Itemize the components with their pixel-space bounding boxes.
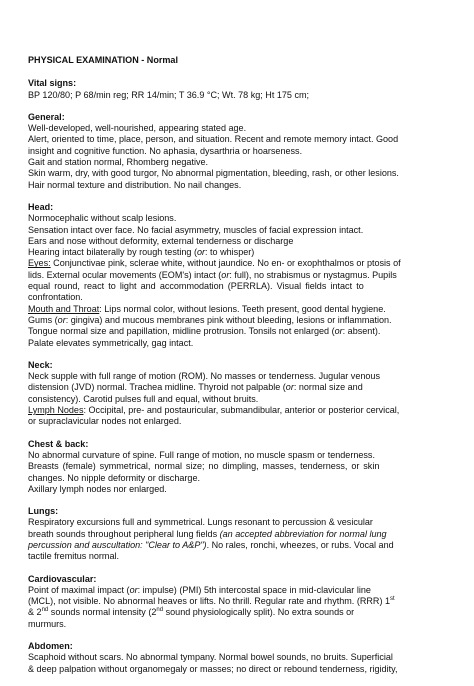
- heading-neck: Neck:: [28, 359, 53, 370]
- lungs-line: Respiratory excursions full and symmetrical. Lungs resonant to percussion & vesicular: [28, 517, 373, 528]
- italic-or: or: [285, 382, 294, 393]
- heading-general: General:: [28, 111, 65, 122]
- heading-chest-back: Chest & back:: [28, 438, 89, 449]
- section-neck: [28, 360, 446, 428]
- italic-or: or: [196, 247, 206, 258]
- superscript: st: [390, 596, 395, 603]
- text-run: : absent).: [342, 326, 381, 337]
- vital-signs-text: BP 120/80; P 68/min reg; RR 14/min; T 36.9 °C; Wt. 78 kg; Ht 175 cm;: [28, 89, 310, 100]
- text-run: : full), no strabismus or nystagmus. Pupils: [229, 269, 397, 280]
- lungs-line: [28, 540, 446, 551]
- text-run: distension (JVD) normal. Trachea midline. Thyroid not palpable (: [28, 382, 286, 393]
- general-line: Hair normal texture and distribution. No nail changes.: [28, 179, 242, 190]
- general-line: insight and cognitive function. No aphasia, dysarthria or hoarseness.: [28, 145, 303, 156]
- text-run: : impulse) (PMI) 5th intercostal space in mid-clavicular line: [137, 584, 371, 595]
- text-run: Point of maximal impact (: [28, 584, 130, 595]
- mouth-line: Palate elevates symmetrically, gag intact.: [28, 337, 194, 348]
- neck-line: consistency). Carotid pulses full and equal, without bruits.: [28, 393, 259, 404]
- abdomen-line: Scaphoid without scars. No abnormal tympany. Normal bowel sounds, no bruits. Superficial: [28, 652, 393, 663]
- text-run: lids. External ocular movements (EOM's) intact (: [28, 269, 222, 280]
- eyes-line: confrontation.: [28, 292, 83, 303]
- heading-cardiovascular: Cardiovascular:: [28, 573, 97, 584]
- cardio-line: [28, 585, 446, 596]
- neck-line: Neck supple with full range of motion (ROM). No masses or tenderness. Jugular venous: [28, 371, 380, 382]
- section-cardiovascular: [28, 574, 446, 630]
- cardio-line: [28, 607, 446, 618]
- text-run: : normal size and: [293, 382, 363, 393]
- head-line: Normocephalic without scalp lesions.: [28, 213, 177, 224]
- cardio-line: murmurs.: [28, 618, 67, 629]
- document-content: [28, 55, 446, 686]
- text-run: Conjunctivae pink, sclerae white, without jaundice. No en- or exophthalmos or ptosis of: [50, 258, 401, 269]
- head-line: Ears and nose without deformity, external tenderness or discharge: [28, 235, 294, 246]
- chest-line: No abnormal curvature of spine. Full range of motion, no muscle spasm or tenderness.: [28, 449, 375, 460]
- italic-or: or: [57, 314, 66, 325]
- heading-vital-signs: Vital signs:: [28, 78, 77, 89]
- eyes-line: equal round, react to light and accommodation (PERRLA). Visual fields intact to: [28, 281, 364, 292]
- mouth-line: [28, 315, 446, 326]
- italic-note: percussion and auscultation: "Clear to A&P"): [28, 539, 207, 550]
- text-run: Hearing intact bilaterally by rough testing (: [28, 247, 197, 258]
- general-line: Gait and station normal, Rhomberg negative.: [28, 157, 209, 168]
- mouth-line: [28, 304, 446, 315]
- section-lungs: [28, 506, 446, 562]
- eyes-label: Eyes:: [28, 258, 51, 269]
- chest-line: Axillary lymph nodes nor enlarged.: [28, 483, 167, 494]
- heading-abdomen: Abdomen:: [28, 641, 73, 652]
- chest-line: Breasts (female) symmetrical, normal size; no dimpling, masses, tenderness, or skin: [28, 461, 380, 472]
- superscript: nd: [156, 607, 164, 614]
- general-line: Alert, oriented to time, place, person, and situation. Recent and remote memory intact. Good: [28, 134, 399, 145]
- section-general: [28, 112, 446, 191]
- section-head: [28, 202, 446, 349]
- text-run: : gingiva) and mucous membranes pink without bleeding, lesions or inflammation.: [65, 314, 392, 325]
- text-run: . No rales, ronchi, wheezes, or rubs. Vocal and: [206, 539, 394, 550]
- text-run: breath sounds throughout peripheral lung fields: [28, 528, 220, 539]
- head-line: [28, 247, 446, 258]
- lymph-line: or supraclavicular nodes not enlarged.: [28, 416, 182, 427]
- head-line: Sensation intact over face. No facial asymmetry, muscles of facial expression intact.: [28, 224, 364, 235]
- neck-line: [28, 382, 446, 393]
- heading-head: Head:: [28, 201, 54, 212]
- text-run: sound physiologically split). No extra sounds or: [163, 607, 355, 618]
- text-run: : Occipital, pre- and postauricular, submandibular, anterior or posterior cervical,: [83, 405, 400, 416]
- heading-lungs: Lungs:: [28, 506, 59, 517]
- text-run: sounds normal intensity (2: [48, 607, 157, 618]
- section-chest-back: [28, 439, 446, 495]
- text-run: Gums (: [28, 314, 58, 325]
- eyes-line: [28, 270, 446, 281]
- lymph-line: [28, 405, 446, 416]
- abdomen-line: & deep palpation without organomegaly or masses; no direct or rebound tenderness, rigidity,: [28, 663, 398, 674]
- italic-or: or: [334, 326, 343, 337]
- superscript: nd: [41, 607, 49, 614]
- cardio-line: [28, 596, 446, 607]
- lungs-line: tactile fremitus normal.: [28, 551, 119, 562]
- chest-line: changes. No nipple deformity or discharge.: [28, 472, 200, 483]
- text-run: : Lips normal color, without lesions. Teeth present, good dental hygiene.: [99, 303, 386, 314]
- lymph-nodes-label: Lymph Nodes: [28, 405, 84, 416]
- italic-or: or: [129, 584, 138, 595]
- lungs-line: [28, 529, 446, 540]
- italic-note: (an accepted abbreviation for normal lung: [219, 528, 387, 539]
- eyes-line: [28, 258, 446, 269]
- general-line: Well-developed, well-nourished, appearing stated age.: [28, 123, 247, 134]
- document-title: PHYSICAL EXAMINATION - Normal: [28, 55, 178, 65]
- mouth-line: [28, 326, 446, 337]
- italic-or: or: [221, 269, 230, 280]
- text-run: (MCL), not visible. No abnormal heaves or lifts. No thrill. Regular rate and rhythm. (RRR) 1: [28, 596, 391, 607]
- mouth-label: Mouth and Throat: [28, 303, 100, 314]
- section-vital-signs: [28, 78, 446, 101]
- general-line: Skin warm, dry, with good turgor, No abnormal pigmentation, bleeding, rash, or other lesions.: [28, 168, 399, 179]
- text-run: : to whisper): [205, 247, 255, 258]
- text-run: & 2: [28, 607, 42, 618]
- text-run: Tongue normal size and papillation, midline protrusion. Tonsils not enlarged (: [28, 326, 335, 337]
